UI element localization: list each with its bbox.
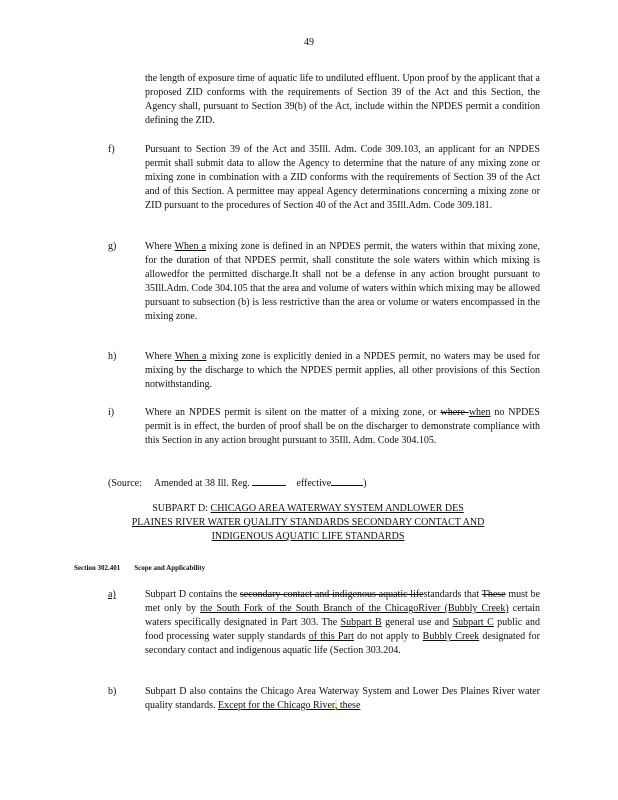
text-run: designated for secondary contact and indigenous aquatic life (Section 303.204. xyxy=(145,631,540,656)
blank-line xyxy=(331,476,363,486)
subsection-b-paragraph xyxy=(145,685,540,713)
item-h-paragraph xyxy=(145,350,540,392)
text-run: standards that xyxy=(423,589,482,600)
section-title: Scope and Applicability xyxy=(134,564,206,572)
subpart-line-2 xyxy=(88,516,528,530)
text-run: Subpart D contains the xyxy=(145,589,240,600)
deleted-text: secondary contact and indigenous aquatic life xyxy=(239,589,424,600)
inserted-text: Except for the Chicago River xyxy=(218,700,335,711)
subpart-line-1 xyxy=(88,502,528,516)
source-amended: Amended at 38 Ill. Reg. xyxy=(153,478,250,489)
text-run: Subpart D also contains the Chicago Area Waterway System and Lower Des Plaines River water quality standards. xyxy=(145,686,540,711)
highlighted-text: , xyxy=(334,700,338,711)
inserted-text: PLAINES RIVER WATER QUALITY STANDARDS SECONDARY CONTACT AND xyxy=(131,517,485,528)
item-h-text xyxy=(145,350,540,392)
text-run: Where xyxy=(145,241,175,252)
text-run: SUBPART D: xyxy=(152,503,211,514)
intro-paragraph xyxy=(145,72,540,128)
item-i-label: i) xyxy=(108,407,115,418)
inserted-text: these xyxy=(337,700,361,711)
text-run: certain waters specifically designated in Part 303. The xyxy=(145,603,540,628)
subpart-heading xyxy=(88,502,528,544)
source-close: ) xyxy=(363,478,367,489)
inserted-text: When a xyxy=(174,241,207,252)
text-run: do not apply to xyxy=(353,631,423,642)
subsection-a-text xyxy=(145,588,540,658)
inserted-text: Subpart C xyxy=(452,617,494,628)
page-number: 49 xyxy=(304,37,314,48)
item-h-label: h) xyxy=(108,351,117,362)
item-g-label: g) xyxy=(108,241,117,252)
subsection-b-label: b) xyxy=(108,686,117,697)
text-run: mixing zone is defined in an NPDES permit, the waters within that mixing zone, for the duration of that NPDES permit, shall constitute the sole waters within which mixing is allowedfor the permitted discharge.It shall not be a defense in any action brought pursuant to 35Ill.Adm. Code 304.105 that the area and volume of waters within which mixing may be allowed pursuant to subsection (b) is less restrictive than the area or volume or waters encompassed in the mixing zone. xyxy=(145,241,540,322)
deleted-text: where xyxy=(440,407,469,418)
text-run: mixing zone is explicitly denied in a NPDES permit, no waters may be used for mixing by the discharge to which the NPDES permit applies, all other provisions of this Section notwithstanding. xyxy=(145,351,541,390)
text-run: general use and xyxy=(381,617,453,628)
intro-text: the length of exposure time of aquatic life to undiluted effluent. Upon proof by the applicant that a proposed ZID conforms with the requirements of Section 39 of the Act and this Section, the Agency shall, pursuant to Section 39(b) of the Act, include within the NPDES permit a condition defining the ZID. xyxy=(145,73,540,126)
blank-line xyxy=(252,476,286,486)
text-run: Where xyxy=(145,351,175,362)
source-prefix: (Source: xyxy=(108,478,142,489)
text-run: must be met only by xyxy=(145,589,541,614)
item-f-label: f) xyxy=(108,144,115,155)
inserted-text: the South Fork of the South Branch of the ChicagoRiver (Bubbly Creek) xyxy=(200,603,509,614)
subpart-line-3 xyxy=(88,530,528,544)
section-number: Section 302.401 xyxy=(74,564,121,572)
item-f-paragraph xyxy=(145,143,540,213)
section-heading xyxy=(74,563,219,573)
inserted-text: when xyxy=(468,407,491,418)
inserted-text: CHICAGO AREA WATERWAY SYSTEM ANDLOWER DES xyxy=(210,503,464,514)
item-i-paragraph xyxy=(145,406,540,448)
inserted-text: Bubbly Creek xyxy=(422,631,480,642)
source-effective: effective xyxy=(296,478,332,489)
source-note xyxy=(108,476,367,491)
text-run: no NPDES permit is in effect, the burden of proof shall be on the discharger to demonstrate compliance with this Section in any action brought pursuant to 35Ill. Adm. Code 304.105. xyxy=(145,407,540,446)
text-run: Where an NPDES permit is silent on the matter of a mixing zone, or xyxy=(145,407,441,418)
inserted-text: of this Part xyxy=(308,631,354,642)
item-g-text xyxy=(145,240,540,324)
subsection-a-paragraph xyxy=(145,588,540,658)
item-g-paragraph xyxy=(145,240,540,324)
subsection-a-label: a) xyxy=(108,589,116,600)
inserted-text: Subpart B xyxy=(340,617,382,628)
item-f-text: Pursuant to Section 39 of the Act and 35Ill. Adm. Code 309.103, an applicant for an NPDES permit shall submit data to allow the Agency to determine that the nature of any mixing zone or mixing zone in combination with a ZID conforms with the requirements of Section 39 of the Act and of this Section. A permittee may appeal Agency determinations concerning a mixing zone or ZID pursuant to the procedures of Section 40 of the Act and 35Ill.Adm. Code 309.181. xyxy=(145,144,540,211)
inserted-text: When a xyxy=(174,351,207,362)
inserted-text: INDIGENOUS AQUATIC LIFE STANDARDS xyxy=(211,531,405,542)
subsection-b-text xyxy=(145,685,540,713)
item-i-text xyxy=(145,406,540,448)
text-run: public and food processing water supply standards xyxy=(145,617,540,642)
deleted-text: These xyxy=(481,589,506,600)
